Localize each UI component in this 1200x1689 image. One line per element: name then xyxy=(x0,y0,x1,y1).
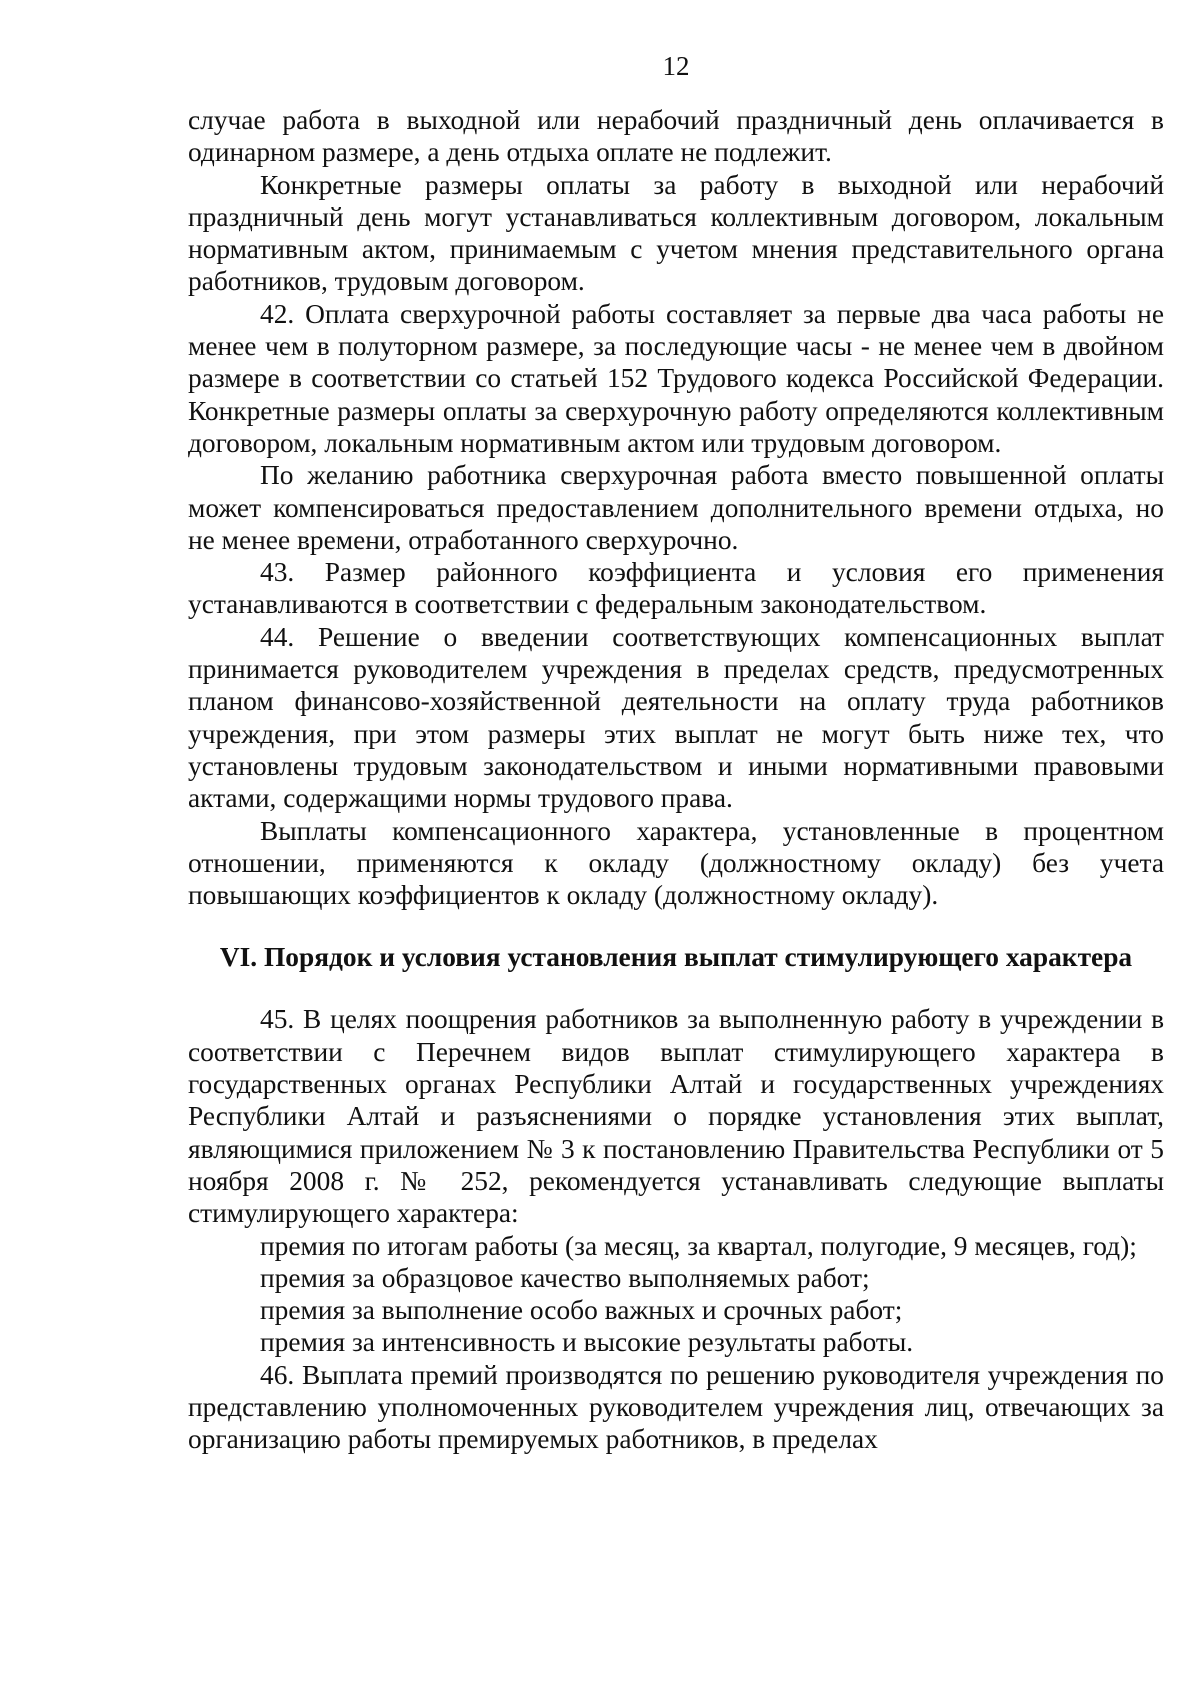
paragraph-item-46: 46. Выплата премий производятся по решению руководителя учреждения по представлению уполномоченных руководителем учреждения лиц, отвечающих за организацию работы премируемых работников, в пределах xyxy=(188,1359,1164,1455)
section-heading: VI. Порядок и условия установления выплат стимулирующего характера xyxy=(219,942,1133,973)
paragraph-item-43: 43. Размер районного коэффициента и условия его применения устанавливаются в соответствии с федеральным законодательством. xyxy=(188,557,1164,620)
list-item-bonus-intensity: премия за интенсивность и высокие результаты работы. xyxy=(260,1327,914,1358)
document-body xyxy=(188,104,1164,1456)
list-item-bonus-results: премия по итогам работы (за месяц, за квартал, полугодие, 9 месяцев, год); xyxy=(260,1230,1137,1261)
list-item-bonus-urgent: премия за выполнение особо важных и срочных работ; xyxy=(260,1295,903,1326)
list-item-bonus-quality: премия за образцовое качество выполняемых работ; xyxy=(260,1262,870,1293)
paragraph-item-44: 44. Решение о введении соответствующих компенсационных выплат принимается руководителем учреждения в пределах средств, предусмотренных планом финансово-хозяйственной деятельности на оплату труда работников учреждения, при этом размеры этих выплат не могут быть ниже тех, что установлены трудовым законодательством и иными нормативными правовыми актами, содержащими нормы трудового права. xyxy=(188,621,1164,814)
paragraph-specific-rates: Конкретные размеры оплаты за работу в выходной или нерабочий праздничный день могут устанавливаться коллективным договором, локальным нормативным актом, принимаемым с учетом мнения представительного органа работников, трудовым договором. xyxy=(188,169,1164,297)
paragraph-item-45: 45. В целях поощрения работников за выполненную работу в учреждении в соответствии с Перечнем видов выплат стимулирующего характера в государственных органах Республики Алтай и государственных учреждениях Республики Алтай и разъяснениями о порядке установления этих выплат, являющимися приложением № 3 к постановлению Правительства Республики от 5 ноября 2008 г. № 252, рекомендуется устанавливать следующие выплаты стимулирующего характера: xyxy=(188,1004,1164,1229)
paragraph-continuation: случае работа в выходной или нерабочий праздничный день оплачивается в одинарном размере, а день отдыха оплате не подлежит. xyxy=(188,105,1164,168)
paragraph-item-42: 42. Оплата сверхурочной работы составляет за первые два часа работы не менее чем в полуторном размере, за последующие часы - не менее чем в двойном размере в соответствии со статьей 152 Трудового кодекса Российской Федерации. Конкретные размеры оплаты за сверхурочную работу определяются коллективным договором, локальным нормативным актом или трудовым договором. xyxy=(188,298,1164,458)
paragraph-compensation-percent: Выплаты компенсационного характера, установленные в процентном отношении, применяются к окладу (должностному окладу) без учета повышающих коэффициентов к окладу (должностному окладу). xyxy=(188,815,1164,911)
page-number: 12 xyxy=(662,51,690,81)
paragraph-overtime-compensation: По желанию работника сверхурочная работа вместо повышенной оплаты может компенсироваться предоставлением дополнительного времени отдыха, но не менее времени, отработанного сверхурочно. xyxy=(188,460,1164,555)
